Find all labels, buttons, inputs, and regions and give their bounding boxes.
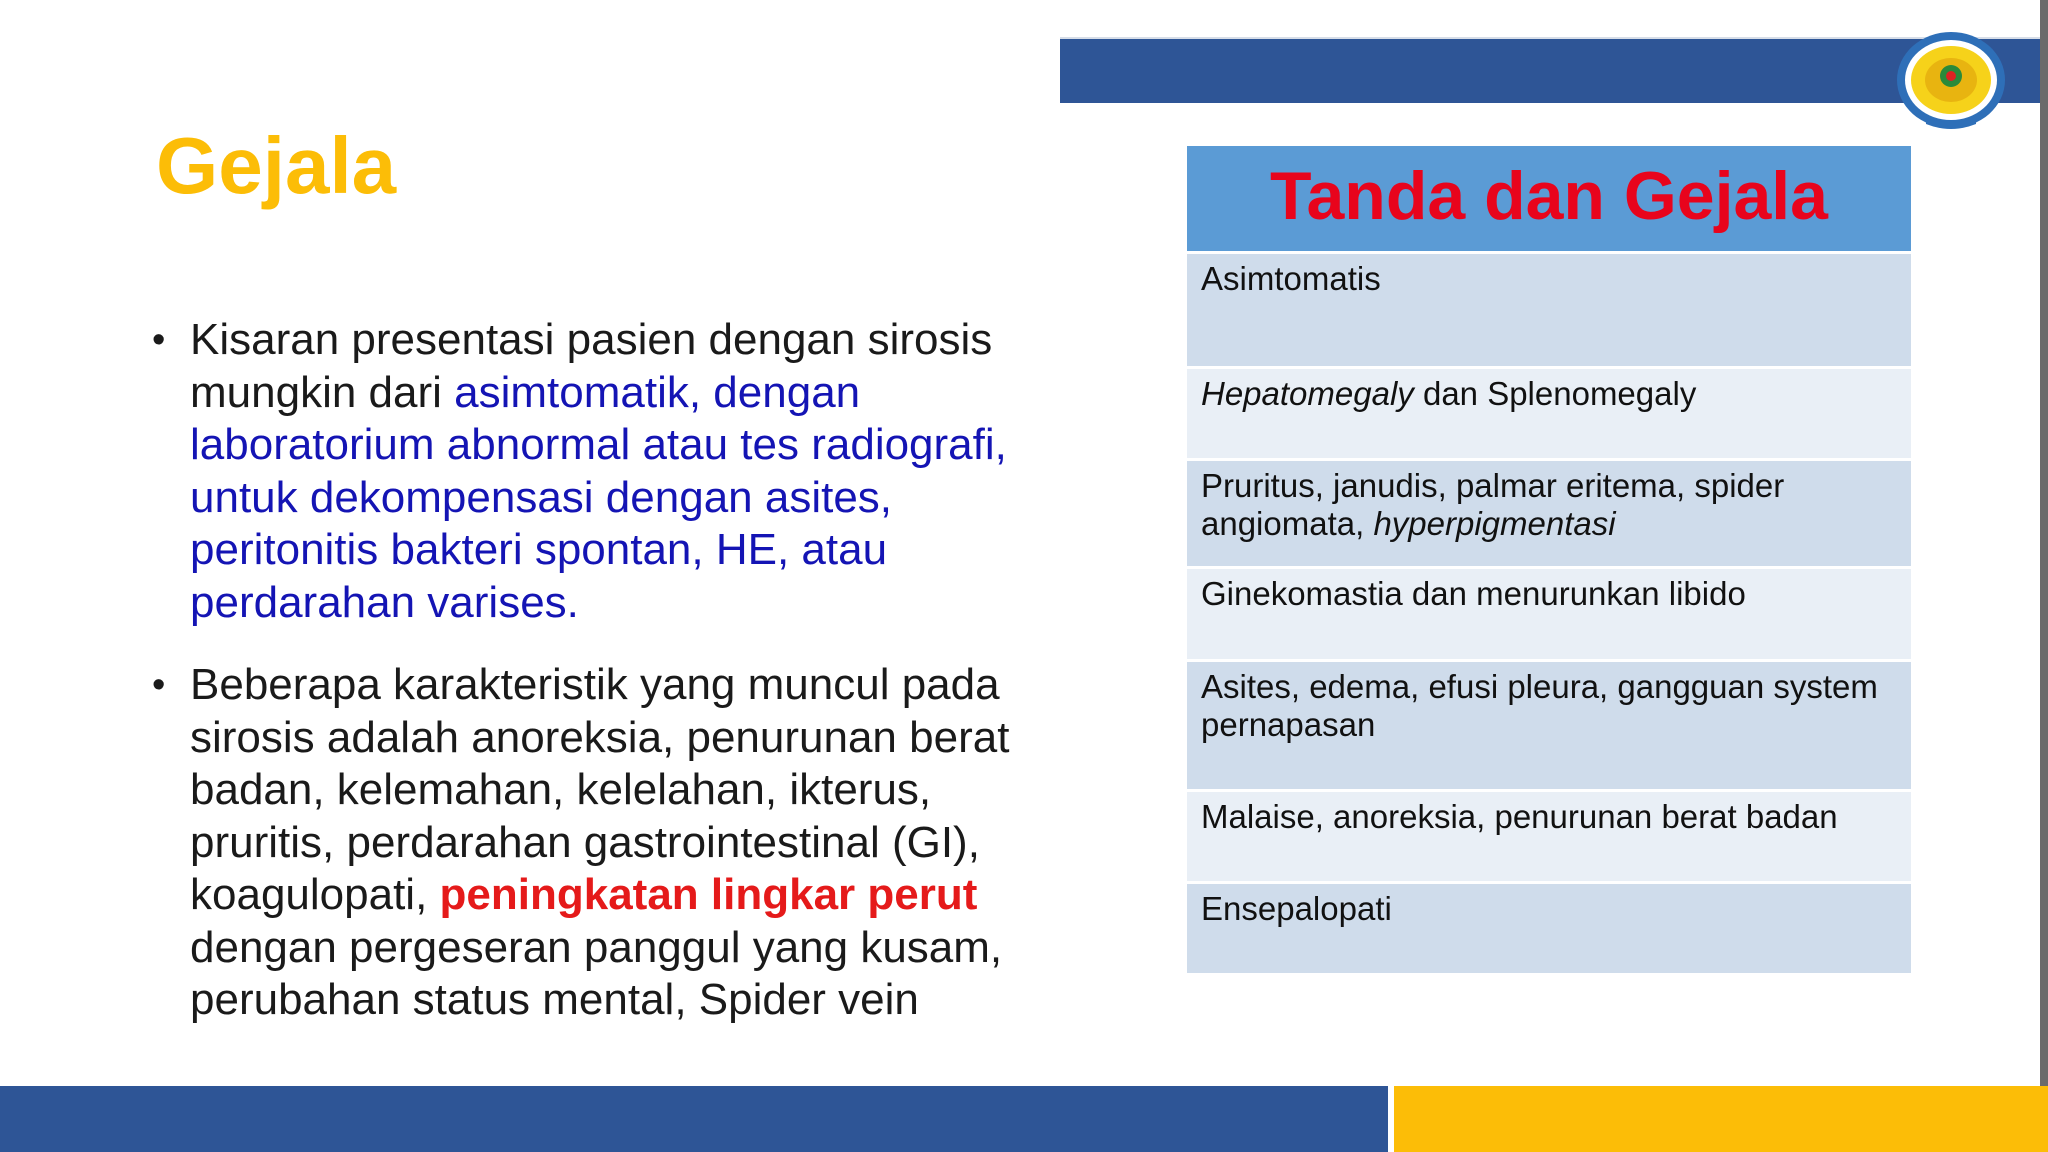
bullet-dot-icon: • xyxy=(152,664,166,706)
bottom-bar-blue xyxy=(0,1086,1388,1152)
table-row xyxy=(1187,369,1911,461)
bullet-dot-icon: • xyxy=(152,319,166,361)
bullet-text: dengan pergeseran panggul yang kusam, perubahan status mental, Spider vein xyxy=(190,922,1003,1024)
table-cell-italic: Hepatomegaly xyxy=(1201,375,1414,412)
window-edge xyxy=(2040,0,2048,1152)
table-cell-text: dan Splenomegaly xyxy=(1413,375,1697,412)
table-row xyxy=(1187,254,1911,369)
table-cell-text: Asites, edema, efusi pleura, gangguan system pernapasan xyxy=(1201,668,1878,743)
university-seal-icon xyxy=(1884,28,2018,132)
table-cell-italic: hyperpigmentasi xyxy=(1373,505,1616,542)
bullet-highlight-blue: asimtomatik, dengan laboratorium abnormal atau tes radiografi, untuk dekompensasi dengan asites, peritonitis bakteri spontan, HE, atau perdarahan varises. xyxy=(190,367,1007,627)
bullet-list xyxy=(152,314,1052,1057)
table-cell-text: Ginekomastia dan menurunkan libido xyxy=(1201,575,1746,612)
slide-title: Gejala xyxy=(156,121,397,210)
bullet-item xyxy=(152,314,1052,629)
table-cell-text: Ensepalopati xyxy=(1201,890,1392,927)
bullet-text: Kisaran presentasi pasien dengan sirosis mungkin dari xyxy=(190,315,993,417)
table-row xyxy=(1187,662,1911,792)
table-row xyxy=(1187,461,1911,569)
table-cell-text: Malaise, anoreksia, penurunan berat badan xyxy=(1201,798,1838,835)
bullet-text: Beberapa karakteristik yang muncul pada sirosis adalah anoreksia, penurunan berat badan, kelemahan, kelelahan, ikterus, pruritis, perdarahan gastrointestinal (GI), koagulopati, xyxy=(190,660,1010,919)
symptoms-table xyxy=(1187,146,1911,973)
table-header: Tanda dan Gejala xyxy=(1187,146,1911,254)
table-row xyxy=(1187,792,1911,884)
bullet-item xyxy=(152,659,1052,1027)
bottom-bar-gold xyxy=(1394,1086,2048,1152)
table-cell-text: Pruritus, janudis, palmar eritema, spider angiomata, xyxy=(1201,467,1785,542)
table-row xyxy=(1187,569,1911,662)
bullet-highlight-red: peningkatan lingkar perut xyxy=(439,870,978,919)
table-cell-text: Asimtomatis xyxy=(1201,260,1381,297)
table-row xyxy=(1187,884,1911,973)
